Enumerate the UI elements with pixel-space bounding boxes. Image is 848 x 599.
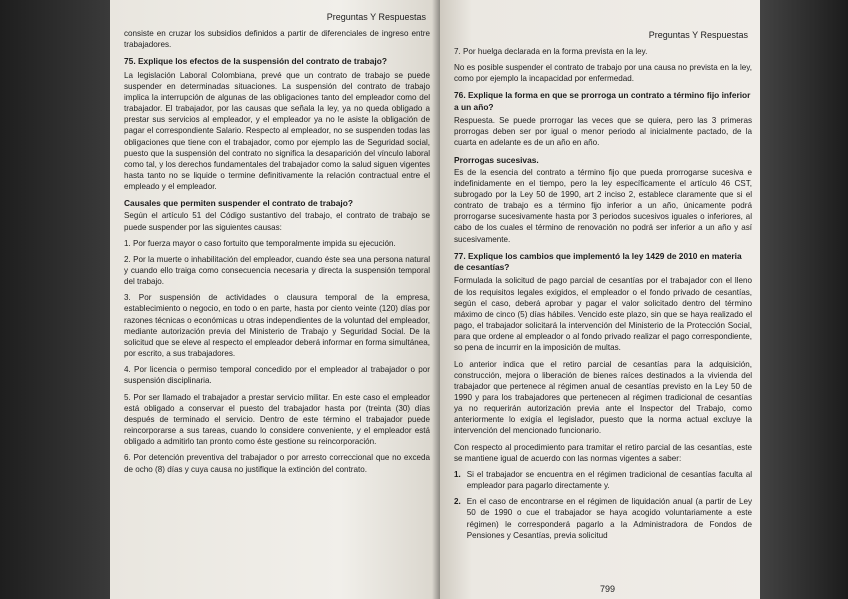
- cause-item: 1. Por fuerza mayor o caso fortuito que temporalmente impida su ejecución.: [124, 238, 396, 248]
- step-number: 1.: [454, 469, 461, 479]
- question-75-title: 75. Explique los efectos de la suspensión del contrato de trabajo?: [124, 56, 387, 67]
- intro-text: consiste en cruzar los subsidios definidos a partir de diferenciales de ingreso entre trabajadores.: [124, 29, 430, 50]
- background-left: [0, 0, 110, 599]
- cause-item: 4. Por licencia o permiso temporal concedido por el empleador al trabajador o por suspensión disciplinaria.: [124, 365, 430, 386]
- cause-item: 6. Por detención preventiva del trabajador o por arresto correccional que no exceda de ocho (8) días y cuya causa no justifique la extinción del contrato.: [124, 453, 430, 474]
- question-76-title: 76. Explique la forma en que se prorroga un contrato a término fijo inferior a un año?: [454, 90, 751, 112]
- question-77-body-2: Lo anterior indica que el retiro parcial de cesantías para la adquisición, construcción, mejora o liberación de bienes raíces destinados a la vivienda del trabajador que pertenece al régimen anual de cesantías previsto en la Ley 50 de 1990 y para los trabajadores que pertenecen al régimen tradicional de cesantías ya no requerirán autorización previa ante el Inspector del Trabajo, como anteriormente lo exigía el legislador, puesto que la norma actual excluye la intervención del mencionado funcionario.: [454, 359, 752, 436]
- step-text: En el caso de encontrarse en el régimen de liquidación anual (a partir de Ley 50 de 1990 o cue el trabajador se haya acogido voluntariamente a este régimen) le corresponderá pagarlo a la Administradora de Fondos de Pensiones y Cesantías, previa solicitud: [466, 497, 752, 540]
- question-75-body: La legislación Laboral Colombiana, prevé que un contrato de trabajo se puede suspender en determinadas situaciones. La suspensión del contrato de trabajo implica la interrupción de algunas de las obligaciones tanto del empleador como del trabajador. El trabajador, por las causas que señala la ley, ya no queda obligado a prestar sus servicios al empleador, y el empleador ya no le asiste la obligación de pagar el correspondiente Salario. Respecto al empleador, no se suspenden todas las obligaciones que tiene con el trabajador, como por ejemplo las de Seguridad social, puesto que la suspensión del contrato no significa la desaparición del vínculo laboral como tal, y los derechos fundamentales del trabajador como la salud siguen vigentes hasta tanto no se liquide o termine definitivamente la relación contractual entre el empleado y el empleador.: [124, 70, 430, 192]
- prorrogas-body: Es de la esencia del contrato a término fijo que pueda prorrogarse sucesiva e indefinidamente en el tiempo, pero la ley específicamente el artículo 46 CST, subrogado por la Ley 50 de 1990, art 2 inciso 2, establece claramente que si el contrato de trabajo es a término fijo inferior a un año, únicamente podrá prorrogarse sucesivamente hasta por 3 periodos sucesivos iguales o inferiores, al cabo de los cuales el término de renovación no podrá ser inferior a un año y así sucesivamente.: [454, 167, 752, 244]
- question-77-title: 77. Explique los cambios que implementó la ley 1429 de 2010 en materia de cesantías?: [454, 250, 742, 273]
- step-item: [454, 496, 752, 541]
- page-number: 799: [600, 584, 616, 594]
- steps-list: [454, 469, 752, 541]
- running-head-left: Preguntas Y Respuestas: [326, 12, 426, 22]
- causales-intro: Según el artículo 51 del Código sustantivo del trabajo, el contrato de trabajo se puede suspender por las siguientes causas:: [124, 211, 430, 232]
- left-page: [110, 0, 440, 599]
- prorrogas-title: Prorrogas sucesivas.: [454, 154, 539, 165]
- cause-item: 3. Por suspensión de actividades o clausura temporal de la empresa, establecimiento o negocio, en todo o en parte, hasta por ciento veinte (120) días por razones técnicas o económicas u otras independientes de la voluntad del empleador, mediante autorización previa del Ministerio de Trabajo y Seguridad Social. De la solicitud que se eleve al respecto el empleador deberá informar en forma simultánea, por escrito, a sus trabajadores.: [124, 293, 430, 359]
- cause-item: 2. Por la muerte o inhabilitación del empleador, cuando éste sea una persona natural y cuando ello traiga como consecuencia necesaria y directa la suspensión temporal del trabajo.: [124, 254, 430, 287]
- right-page: [440, 0, 760, 599]
- suspension-note: No es posible suspender el contrato de trabajo por una causa no prevista en la ley, como por ejemplo la incapacidad por enfermedad.: [454, 63, 752, 84]
- background-right: [758, 0, 848, 599]
- cause-item-7: 7. Por huelga declarada en la forma prevista en la ley.: [454, 47, 648, 56]
- step-item: [454, 469, 752, 491]
- cause-item: 5. Por ser llamado el trabajador a prestar servicio militar. En este caso el empleador está obligado a conservar el puesto del trabajador hasta por (treinta (30) días después de terminado el servicio. Dentro de este término el trabajador puede reincorporarse a sus tareas, cuando lo considere conveniente, y el empleador está obligado a admitirlo tan pronto como éste gestione su reincorporación.: [124, 392, 430, 447]
- causes-list: [124, 238, 430, 475]
- question-76-body: Respuesta. Se puede prorrogar las veces que se quiera, pero las 3 primeras prorrogas deben ser por igual o menor periodo al inicialmente pactado, de la cuarta en adelante es de un año en año.: [454, 116, 752, 148]
- causales-title: Causales que permiten suspender el contrato de trabajo?: [124, 198, 353, 209]
- step-text: Si el trabajador se encuentra en el régimen tradicional de cesantías faculta al empleador para pagarlo directamente y.: [466, 469, 752, 491]
- step-number: 2.: [454, 497, 461, 507]
- question-77-body-1: Formulada la solicitud de pago parcial de cesantías por el trabajador con el lleno de los requisitos legales exigidos, el empleador o el fondo privado de cesantías, según el caso, deberá aprobar y pagar el valor solicitado dentro del término máximo de cinco (5) días hábiles. Vencido este plazo, sin que se haya realizado el pago, el trabajador solicitará la intervención del Ministerio de la Protección Social, para que ordene al empleador o al fondo privado realizar el pago correspondiente, so pena de incurrir en la imposición de multas.: [454, 276, 752, 353]
- running-head-right: Preguntas Y Respuestas: [648, 30, 748, 40]
- question-77-body-3: Con respecto al procedimiento para tramitar el retiro parcial de las cesantías, este se mantiene igual de acuerdo con las normas vigentes a saber:: [454, 442, 752, 463]
